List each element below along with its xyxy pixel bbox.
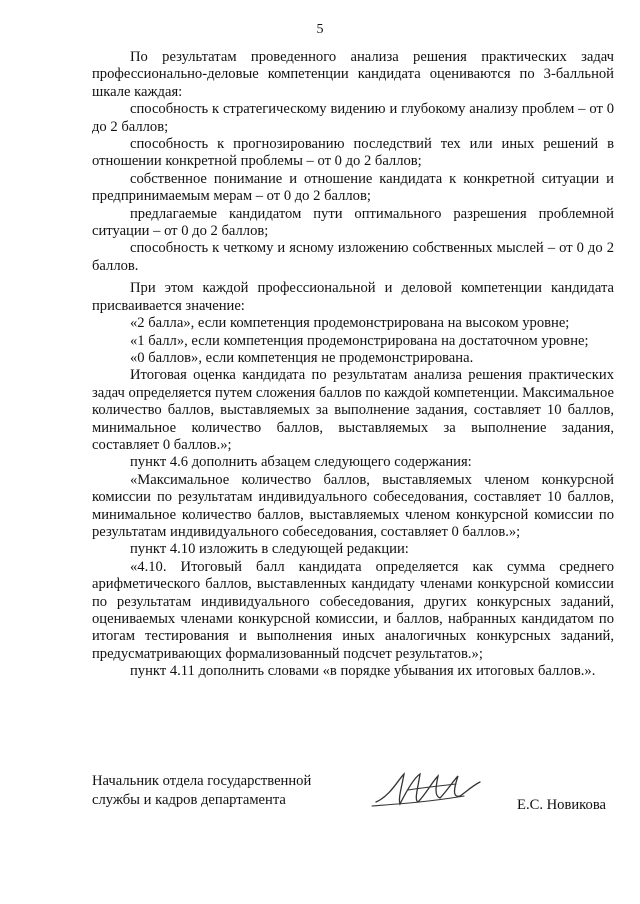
paragraph: При этом каждой профессиональной и деловой компетенции кандидата присваивается значение: <box>92 280 614 314</box>
paragraph: Итоговая оценка кандидата по результатам анализа решения практических задач определяется путем сложения баллов по каждой компетенции. Максимальное количество баллов, выставляемых за выполнение задания, составляет 10 баллов, минимальное количество баллов, выставляемых за выполнение задания, составляет 0 баллов.»; <box>92 367 614 453</box>
paragraph: пункт 4.6 дополнить абзацем следующего содержания: <box>130 454 472 471</box>
signature-block <box>92 772 614 832</box>
paragraph: По результатам проведенного анализа решения практических задач профессионально-деловые компетенции кандидата оцениваются по 3-балльной шкале каждая: <box>92 49 614 100</box>
signatory-position-line: службы и кадров департамента <box>92 792 286 808</box>
page-number: 5 <box>316 22 324 37</box>
paragraph: «0 баллов», если компетенция не продемонстрирована. <box>130 349 474 366</box>
paragraph: способность к прогнозированию последствий тех или иных решений в отношении конкретной проблемы – от 0 до 2 баллов; <box>92 136 614 170</box>
paragraph: пункт 4.11 дополнить словами «в порядке убывания их итоговых баллов.». <box>130 663 596 680</box>
paragraph: пункт 4.10 изложить в следующей редакции: <box>130 541 409 558</box>
paragraph: «1 балл», если компетенция продемонстрирована на достаточном уровне; <box>130 332 589 349</box>
paragraph: способность к четкому и ясному изложению собственных мыслей – от 0 до 2 баллов. <box>92 240 614 274</box>
paragraph: «2 балла», если компетенция продемонстрирована на высоком уровне; <box>130 315 570 332</box>
signatory-position-line: Начальник отдела государственной <box>92 773 312 789</box>
paragraph: предлагаемые кандидатом пути оптимального разрешения проблемной ситуации – от 0 до 2 баллов; <box>92 205 614 240</box>
signatory-position <box>92 772 311 810</box>
paragraph: «Максимальное количество баллов, выставляемых членом конкурсной комиссии по результатам индивидуального собеседования, составляет 10 баллов, минимальное количество баллов, выставляемых членом конкурсной комиссии по результатам индивидуального собеседования, составляет 0 баллов.»; <box>92 471 614 540</box>
handwritten-signature <box>368 766 488 812</box>
paragraph: способность к стратегическому видению и глубокому анализу проблем – от 0 до 2 баллов; <box>92 101 614 135</box>
signatory-name: Е.С. Новикова <box>517 797 606 813</box>
paragraph: собственное понимание и отношение кандидата к конкретной ситуации и предпринимаемым мерам – от 0 до 2 баллов; <box>92 170 614 205</box>
paragraph: «4.10. Итоговый балл кандидата определяется как сумма среднего арифметического баллов, выставленных кандидату членами конкурсной комиссии по результатам индивидуального собеседования, других конкурсных заданий, оцениваемых членами конкурсной комиссии, и баллов, набранных кандидатом по итогам тестирования и выполнения иных аналогичных конкурсных заданий, предусматривающих формализованный подсчет результатов.»; <box>92 558 614 662</box>
document-body <box>92 49 614 681</box>
